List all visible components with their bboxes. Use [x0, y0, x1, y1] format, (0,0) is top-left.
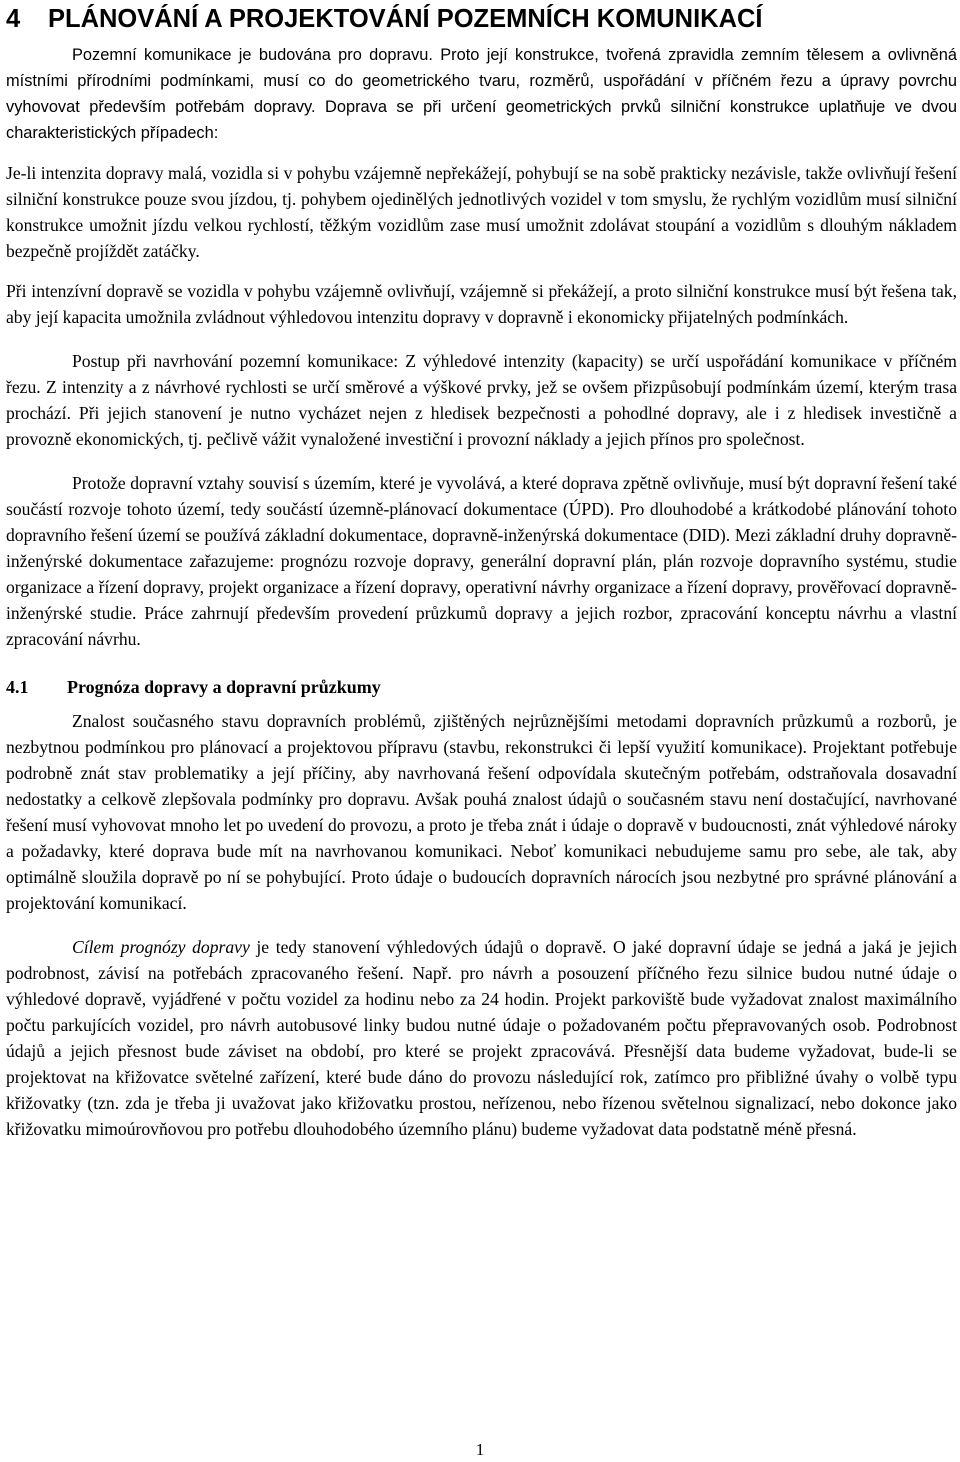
paragraph-forecast-goal: [6, 934, 957, 1142]
paragraph-current-state: Znalost současného stavu dopravních problémů, zjištěných nejrůznějšími metodami dopravních průzkumů a rozborů, je nezbytnou podmínkou pro plánovací a projektovou přípravu (stavbu, rekonstrukci či lepší využití komunikace). Projektant potřebuje podrobně znát stav problematiky a její příčiny, aby navrhovaná řešení odpovídala skutečným potřebám, odstraňovala dosavadní nedostatky a celkově zlepšovala podmínky pro dopravu. Avšak pouhá znalost údajů o současném stavu není dostačující, navrhované řešení musí vyhovovat mnoho let po uvedení do provozu, a proto je třeba znát i údaje o dopravě v budoucnosti, znát výhledové nároky a požadavky, které doprava bude mít na navrhovanou komunikaci. Neboť komunikaci nebudujeme samu pro sebe, ale tak, aby optimálně sloužila dopravě po ní se pohybující. Proto údaje o budoucích dopravních nárocích jsou nezbytné pro správné plánování a projektování komunikací.: [6, 711, 957, 913]
page-number: 1: [475, 1440, 485, 1459]
paragraph-planning-documentation: Protože dopravní vztahy souvisí s územím, které je vyvolává, a které doprava zpětně ovlivňuje, musí být dopravní řešení také součástí rozvoje tohoto území, tedy součástí územně-plánovací dokumentace (ÚPD). Pro dlouhodobé a krátkodobé plánování tohoto dopravního řešení území se používá základní dokumentace, dopravně-inženýrská dokumentace (DID). Mezi základní druhy dopravně-inženýrské dokumentace zařazujeme: prognózu rozvoje dopravy, generální dopravní plán, plán rozvoje dopravního systému, studie organizace a řízení dopravy, projekt organizace a řízení dopravy, operativní návrhy organizace a řízení dopravy, prověřovací dopravně-inženýrské studie. Práce zahrnují především provedení průzkumů dopravy a jejich rozbor, zpracování konceptu návrhu a vlastní zpracování návrhu.: [6, 473, 957, 649]
paragraph-intro-text: Pozemní komunikace je budována pro dopravu. Proto její konstrukce, tvořená zpravidla zemním tělesem a ovlivněná místními přírodními podmínkami, musí co do geometrického tvaru, rozměrů, uspořádání v příčném řezu a úpravy povrchu vyhovovat především potřebám dopravy.: [6, 46, 957, 116]
section-heading: [6, 674, 957, 700]
paragraph-intro: [6, 42, 957, 146]
paragraph-high-intensity: Při intenzívní dopravě se vozidla v pohybu vzájemně ovlivňují, vzájemně si překážejí, a proto silniční konstrukce musí být řešena tak, aby její kapacita umožnila zvládnout výhledovou intenzitu dopravy v dopravně i ekonomicky přijatelných podmínkách.: [6, 281, 957, 327]
forecast-goal-term: Cílem prognózy dopravy: [72, 937, 250, 957]
section-title: Prognóza dopravy a dopravní průzkumy: [67, 677, 381, 697]
paragraph-low-intensity: Je-li intenzita dopravy malá, vozidla si v pohybu vzájemně nepřekážejí, pohybují se na sobě prakticky nezávisle, takže ovlivňují řešení silniční konstrukce pouze svou jízdou, tj. pohybem ojedinělých jednotlivých vozidel v tom smyslu, že rychlým vozidlům musí silniční konstrukce umožnit jízdu velkou rychlostí, těžkým vozidlům zase musí umožnit zdolávat stoupání a vozidlům s dlouhým nákladem bezpečně projíždět zatáčky.: [6, 163, 957, 261]
section-number: 4.1: [6, 677, 29, 697]
paragraph-intro-cases: Doprava se při určení geometrických prvků silniční konstrukce uplatňuje ve dvou charakteristických případech:: [6, 98, 958, 142]
chapter-title: PLÁNOVÁNÍ A PROJEKTOVÁNÍ POZEMNÍCH KOMUNIKACÍ: [48, 5, 763, 33]
paragraph-design-procedure: Postup při navrhování pozemní komunikace: Z výhledové intenzity (kapacity) se určí uspořádání komunikace v příčném řezu. Z intenzity a z návrhové rychlosti se určí směrové a výškové prvky, jež se ovšem přizpůsobují podmínkám území, kterým trasa prochází. Při jejich stanovení je nutno vycházet nejen z hledisek bezpečnosti a pohodlné dopravy, ale i z hledisek investičně a provozně ekonomických, tj. pečlivě vážit vynaložené investiční i provozní náklady a jejich přínos pro společnost.: [6, 351, 957, 449]
document-page: [6, 4, 957, 1142]
forecast-goal-text: je tedy stanovení výhledových údajů o dopravě. O jaké dopravní údaje se jedná a jaká je jejich podrobnost, závisí na potřebách zpracovaného řešení. Např. pro návrh a posouzení příčného řezu silnice budou nutné údaje o výhledové dopravě, vyjádřené v počtu vozidel za hodinu nebo za 24 hodin. Projekt parkoviště bude vyžadovat znalost maximálního počtu parkujících vozidel, pro návrh autobusové linky budou nutné údaje o požadovaném počtu přepravovaných osob. Podrobnost údajů a jejich přesnost bude záviset na období, pro které se projekt zpracovává. Přesnější data budeme vyžadovat, bude-li se projektovat na křižovatce světelné zařízení, které bude dáno do provozu následující rok, zatímco pro přibližné úvahy o volbě typu křižovatky (tzn. zda je třeba ji uvažovat jako křižovatku prostou, neřízenou, nebo řízenou světelnou signalizací, nebo dokonce jako křižovatku mimoúrovňovou pro potřebu dlouhodobého územního plánu) budeme vyžadovat data podstatně méně přesná.: [6, 937, 958, 1139]
chapter-heading: [6, 4, 957, 34]
chapter-number: 4: [6, 5, 21, 33]
